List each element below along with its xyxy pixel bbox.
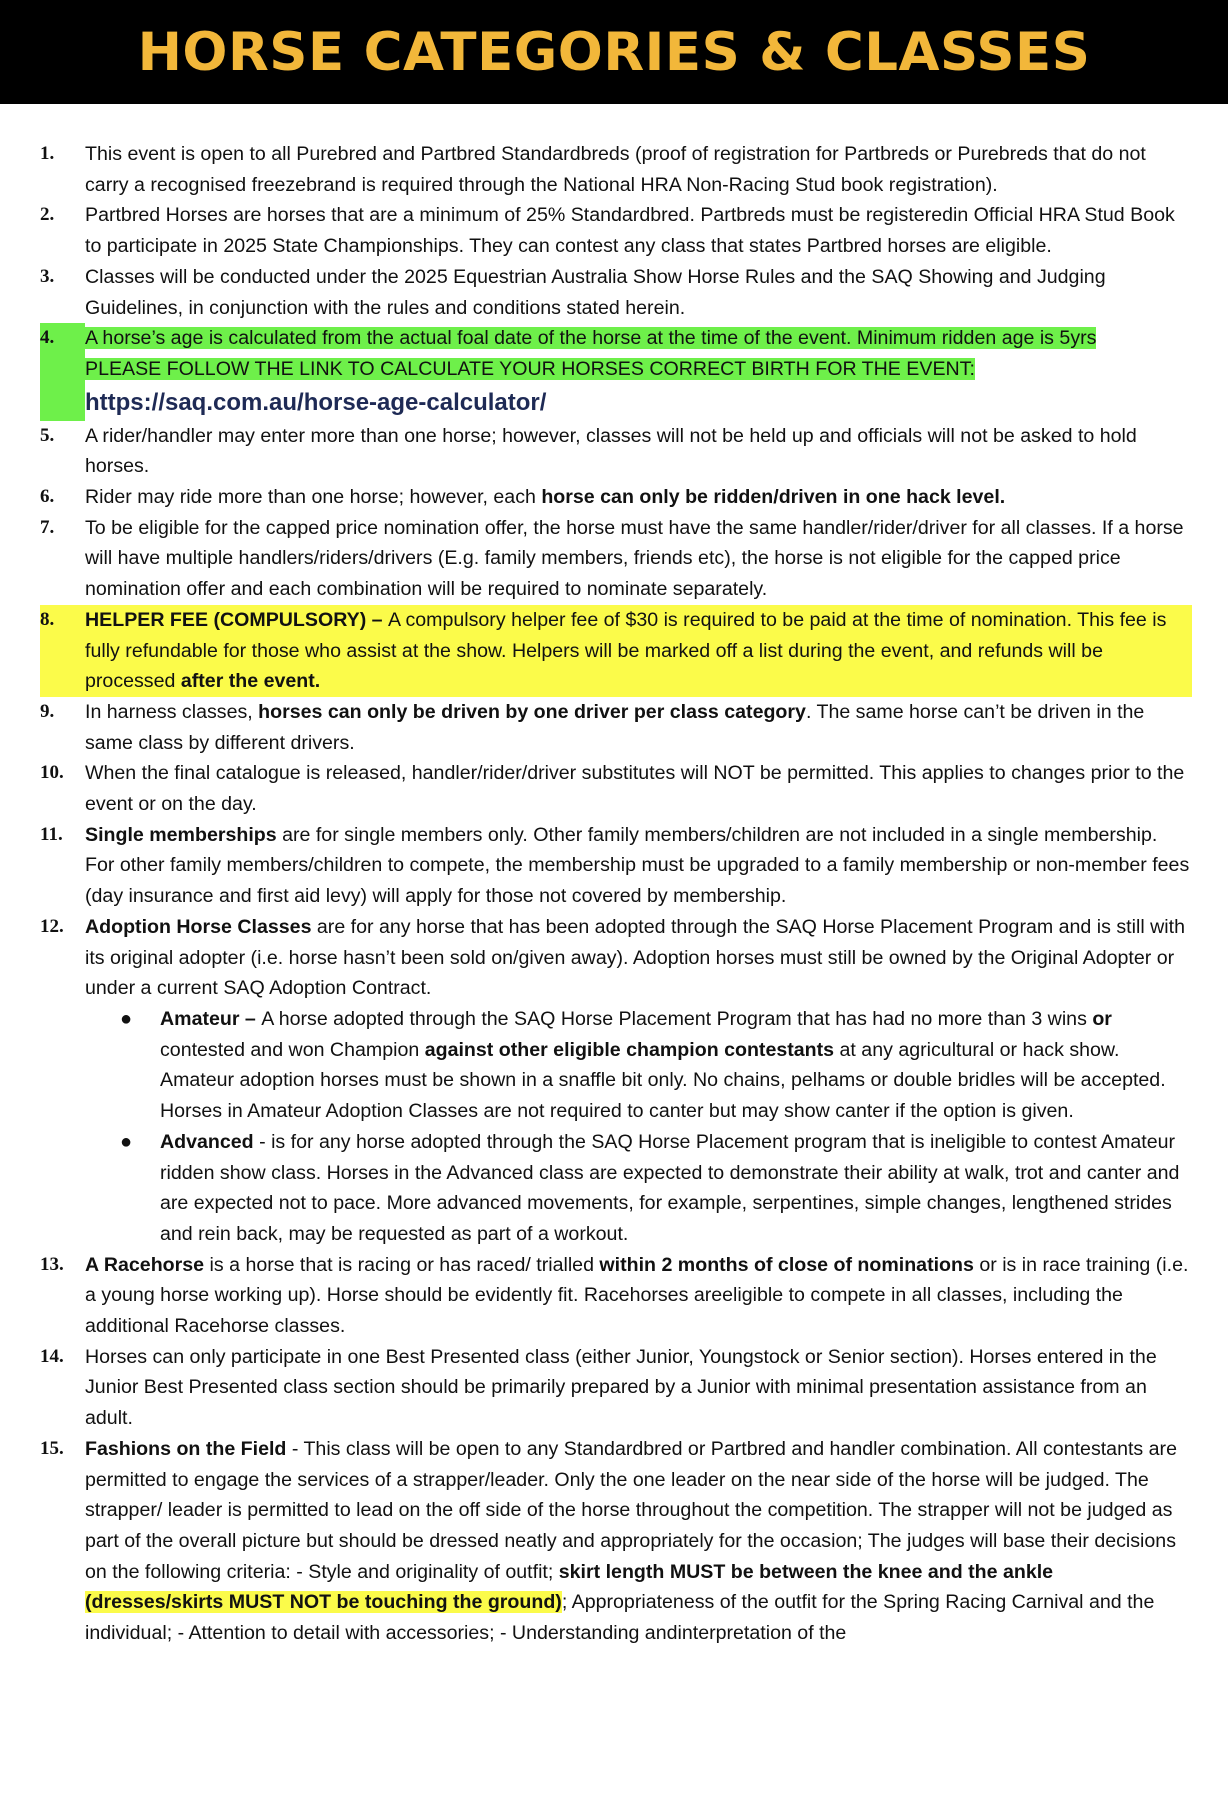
rule-14 [40, 1342, 1192, 1434]
rule-15 [40, 1434, 1192, 1649]
rule-text: are for single members only. Other family members/children are not included in a single membership. For other family members/children to compete, the membership must be upgraded to a family membership or non-member fees (day insurance and first aid levy) will apply for those not covered by membership. [85, 823, 1190, 908]
title-banner [0, 0, 1228, 104]
sub-text-3: at any agricultural or hack show. Amateur adoption horses must be shown in a snaffle bit only. No chains, pelhams or double bridles will be accepted. Horses in Amateur Adoption Classes are not required to canter but may show canter if the option is given. [160, 1038, 1166, 1123]
rule-text: In harness classes, [85, 700, 259, 723]
page-title: HORSE CATEGORIES & CLASSES [137, 21, 1091, 83]
rule-text-2: ; Appropriateness of the outfit for the Spring Racing Carnival and the individual; - Attention to detail with accessories; - Understanding andinterpretation of the [85, 1591, 1155, 1645]
rules-list [40, 139, 1192, 1649]
age-calculator-link[interactable]: https://saq.com.au/horse-age-calculator/ [85, 388, 547, 416]
rule-text: When the final catalogue is released, handler/rider/driver substitutes will NOT be permitted. This applies to changes prior to the event or on the day. [85, 762, 1185, 816]
rule-number: 1. [40, 143, 55, 164]
sub-text: - is for any horse adopted through the SAQ Horse Placement program that is ineligible to contest Amateur ridden show class. Horses in the Advanced class are expected to demonstrate their ability at walk, trot and canter and are expected not to pace. More advanced movements, for example, serpentines, simple changes, lengthened strides and rein back, may be requested as part of a workout. [160, 1130, 1180, 1245]
rule-3 [40, 262, 1192, 323]
rule-4 [40, 323, 1192, 420]
rule-12-subitems [40, 1004, 1192, 1250]
rule-bold: Single memberships [85, 823, 277, 846]
rule-11 [40, 820, 1192, 912]
rule-number: 11. [40, 823, 63, 845]
rule-number: 14. [40, 1345, 64, 1367]
rule-text: are for any horse that has been adopted through the SAQ Horse Placement Program and is still with its original adopter (i.e. horse hasn’t been sold on/given away). Adoption horses must still be owned by the Original Adopter or under a current SAQ Adoption Contract. [85, 915, 1185, 1000]
rule-bold-2: skirt length MUST be between the knee and the ankle [558, 1560, 1054, 1583]
rule-number: 15. [40, 1437, 64, 1459]
rule-text-2: . The same horse can’t be driven in the same class by different drivers. [85, 700, 1145, 754]
rule-text: A horse’s age is calculated from the actual foal date of the horse at the time of the event. Minimum ridden age is 5yrs [85, 327, 1097, 350]
rule-5 [40, 421, 1192, 482]
rule-number: 6. [40, 486, 55, 508]
bullet-icon: ● [120, 1007, 133, 1030]
rule-8 [40, 605, 1192, 697]
sub-bold: Amateur – [160, 1007, 262, 1030]
rule-bold-2: after the event. [180, 670, 321, 693]
rule-bold: horse can only be ridden/driven in one hack level. [541, 486, 1006, 509]
rule-number: 10. [40, 762, 64, 784]
bullet-icon: ● [120, 1130, 133, 1153]
rule-bold: Fashions on the Field [85, 1437, 287, 1460]
rule-number: 9. [40, 700, 55, 722]
rule-text: A rider/handler may enter more than one horse; however, classes will not be held up and officials will not be asked to hold horses. [85, 424, 1137, 478]
rule-13 [40, 1250, 1192, 1342]
sub-text: A horse adopted through the SAQ Horse Placement Program that has had no more than 3 wins [261, 1007, 1093, 1030]
sub-bold: Advanced [160, 1130, 254, 1153]
rule-text: is a horse that is racing or has raced/ trialled [204, 1253, 600, 1276]
rule-number: 5. [40, 424, 55, 446]
rule-text: This event is open to all Purebred and Partbred Standardbreds (proof of registration for Partbreds or Purebreds that do not carry a recognised freezebrand is required through the National HRA Non-Racing Stud book registration). [85, 143, 1146, 196]
rule-text: Horses can only participate in one Best Presented class (either Junior, Youngstock or Senior section). Horses entered in the Junior Best Presented class section should be primarily prepared by a Junior with minimal presentation assistance from an adult. [85, 1345, 1157, 1430]
rule-number: 12. [40, 915, 64, 937]
rule-text: To be eligible for the capped price nomination offer, the horse must have the same handler/rider/driver for all classes. If a horse will have multiple handlers/riders/drivers (E.g. family members, friends etc), the horse is not eligible for the capped price nomination offer and each combination will be required to nominate separately. [85, 516, 1184, 601]
adoption-class-list [40, 1004, 1192, 1250]
rule-text: - This class will be open to any Standardbred or Partbred and handler combination. All contestants are permitted to engage the services of a strapper/leader. Only the one leader on the near side of the horse will be judged. The strapper/ leader is permitted to lead on the off side of the horse throughout the competition. The strapper will not be judged as part of the overall picture but should be dressed neatly and appropriately for the occasion; The judges will base their decisions on the following criteria: - Style and originality of outfit; [85, 1437, 1177, 1583]
list-item [120, 1127, 1192, 1250]
rule-bold: A Racehorse [85, 1253, 205, 1276]
rule-number: 13. [40, 1253, 64, 1275]
rule-text: A compulsory helper fee of $30 is required to be paid at the time of nomination. This fee is fully refundable for those who assist at the show. Helpers will be marked off a list during the event, and refunds will be processed [85, 608, 1167, 693]
rule-9 [40, 697, 1192, 758]
rule-number: 7. [40, 516, 55, 538]
rule-number: 3. [40, 265, 55, 287]
rule-highlight: (dresses/skirts MUST NOT be touching the ground) [85, 1591, 562, 1614]
rule-1 [40, 139, 1192, 200]
rule-text: Rider may ride more than one horse; however, each [85, 486, 542, 509]
sub-bold-2: or [1092, 1007, 1112, 1030]
list-item [120, 1004, 1192, 1127]
rule-7 [40, 513, 1192, 605]
rule-10 [40, 758, 1192, 819]
rule-number: 8. [40, 605, 85, 697]
sub-bold-3: against other eligible champion contestants [424, 1038, 835, 1061]
rule-text: Classes will be conducted under the 2025 Equestrian Australia Show Horse Rules and the SAQ Showing and Judging Guidelines, in conjunction with the rules and conditions stated herein. [85, 265, 1106, 319]
rule-number: 2. [40, 204, 55, 226]
rule-6 [40, 482, 1192, 513]
rule-number: 4. [40, 323, 85, 420]
sub-text-2: contested and won Champion [160, 1038, 425, 1061]
rule-bold: Adoption Horse Classes [85, 915, 312, 938]
rule-2 [40, 200, 1192, 261]
rule-bold-2: within 2 months of close of nominations [599, 1253, 974, 1276]
rules-content [0, 104, 1228, 1649]
rule-bold: HELPER FEE (COMPULSORY) – [85, 608, 389, 631]
rule-text: Partbred Horses are horses that are a minimum of 25% Standardbred. Partbreds must be registeredin Official HRA Stud Book to participate in 2025 State Championships. They can contest any class that states Partbred horses are eligible. [85, 204, 1175, 258]
rule-text-2: or is in race training (i.e. a young horse working up). Horse should be evidently fit. Racehorses areeligible to compete in all classes, including the additional Racehorse classes. [85, 1253, 1189, 1338]
rule-bold: horses can only be driven by one driver per class category [258, 700, 806, 723]
rule-12 [40, 912, 1192, 1004]
rule-text-caps: PLEASE FOLLOW THE LINK TO CALCULATE YOUR HORSES CORRECT BIRTH FOR THE EVENT: [85, 357, 975, 380]
